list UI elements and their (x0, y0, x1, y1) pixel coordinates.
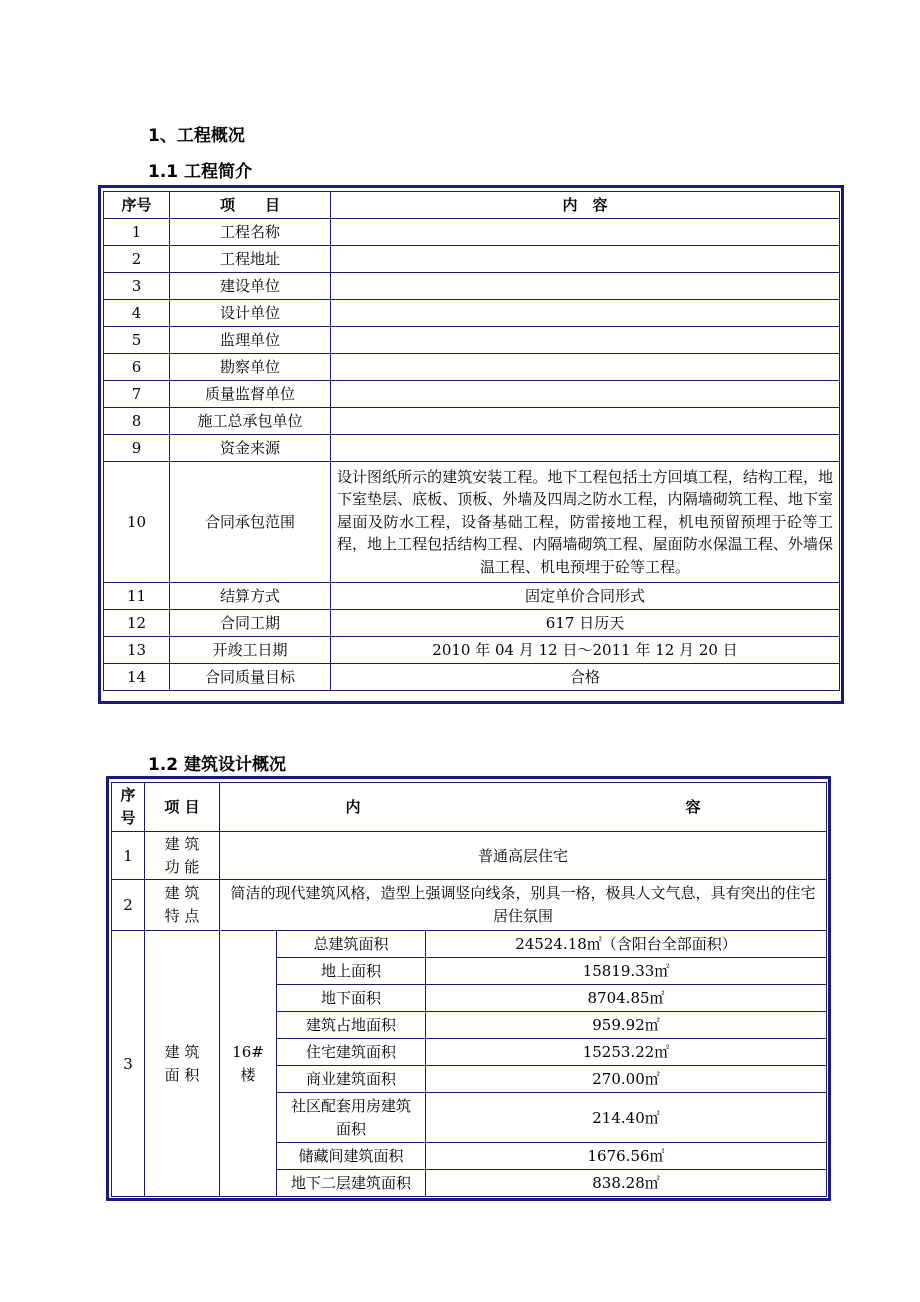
area-row: 地下二层建筑面积 838.28㎡ (112, 1170, 827, 1197)
table-row: 2 建 筑 特 点 简洁的现代建筑风格，造型上强调竖向线条，别具一格，极具人文气息，具有突出的住宅居住氛围 (112, 880, 827, 931)
table-row: 1 工程名称 (104, 219, 840, 246)
building-number: 16# 楼 (220, 931, 277, 1197)
building-features-text: 简洁的现代建筑风格，造型上强调竖向线条，别具一格，极具人文气息，具有突出的住宅居住氛围 (220, 880, 827, 931)
area-row: 储藏间建筑面积 1676.56㎡ (112, 1143, 827, 1170)
subsection-heading-1-2: 1.2 建筑设计概况 (148, 755, 287, 775)
table-row: 4 设计单位 (104, 300, 840, 327)
area-row: 地下面积 8704.85㎡ (112, 985, 827, 1012)
header-item: 项 目 (145, 783, 220, 832)
contract-scope-text: 设计图纸所示的建筑安装工程。地下工程包括土方回填工程，结构工程，地下室垫层、底板、顶板、外墙及四周之防水工程，内隔墙砌筑工程、地下室屋面及防水工程，设备基础工程，防雷接地工程，机电预留预埋于砼等工程，地上工程包括结构工程、内隔墙砌筑工程、屋面防水保温工程、外墙保温工程、机电预埋于砼等工程。 (331, 462, 840, 583)
subsection-heading-1-1: 1.1 工程简介 (148, 162, 253, 182)
table-row: 3 建设单位 (104, 273, 840, 300)
header-no: 序 号 (112, 783, 145, 832)
table-row: 8 施工总承包单位 (104, 408, 840, 435)
table-row: 11 结算方式 固定单价合同形式 (104, 583, 840, 610)
project-overview-table (103, 191, 840, 691)
table-header-row (112, 783, 827, 832)
table-row: 6 勘察单位 (104, 354, 840, 381)
area-row: 住宅建筑面积 15253.22㎡ (112, 1039, 827, 1066)
area-row: 地上面积 15819.33㎡ (112, 958, 827, 985)
area-row: 社区配套用房建筑面积 214.40㎡ (112, 1093, 827, 1143)
area-row: 3 建 筑 面 积 16# 楼 总建筑面积 24524.18㎡（含阳台全部面积） (112, 931, 827, 958)
area-row: 建筑占地面积 959.92㎡ (112, 1012, 827, 1039)
table-row: 14 合同质量目标 合格 (104, 664, 840, 691)
header-no: 序号 (104, 192, 170, 219)
table-row: 9 资金来源 (104, 435, 840, 462)
architecture-design-table (111, 782, 827, 1197)
header-content: 内 容 (220, 783, 827, 832)
table-row: 7 质量监督单位 (104, 381, 840, 408)
table-row: 12 合同工期 617 日历天 (104, 610, 840, 637)
table-header-row (104, 192, 840, 219)
header-item: 项 目 (170, 192, 331, 219)
table-row: 1 建 筑 功 能 普通高层住宅 (112, 832, 827, 880)
area-row: 商业建筑面积 270.00㎡ (112, 1066, 827, 1093)
section-heading: 1、工程概况 (148, 126, 245, 146)
header-content: 内 容 (331, 192, 840, 219)
table-row: 10 合同承包范围 设计图纸所示的建筑安装工程。地下工程包括土方回填工程，结构工程，地下室垫层、底板、顶板、外墙及四周之防水工程，内隔墙砌筑工程、地下室屋面及防水工程，设备基础工程，防雷接地工程，机电预留预埋于砼等工程，地上工程包括结构工程、内隔墙砌筑工程、屋面防水保温工程、外墙保温工程、机电预埋于砼等工程。 (104, 462, 840, 583)
table-row: 13 开竣工日期 2010 年 04 月 12 日～2011 年 12 月 20 日 (104, 637, 840, 664)
table-row: 2 工程地址 (104, 246, 840, 273)
table-row: 5 监理单位 (104, 327, 840, 354)
